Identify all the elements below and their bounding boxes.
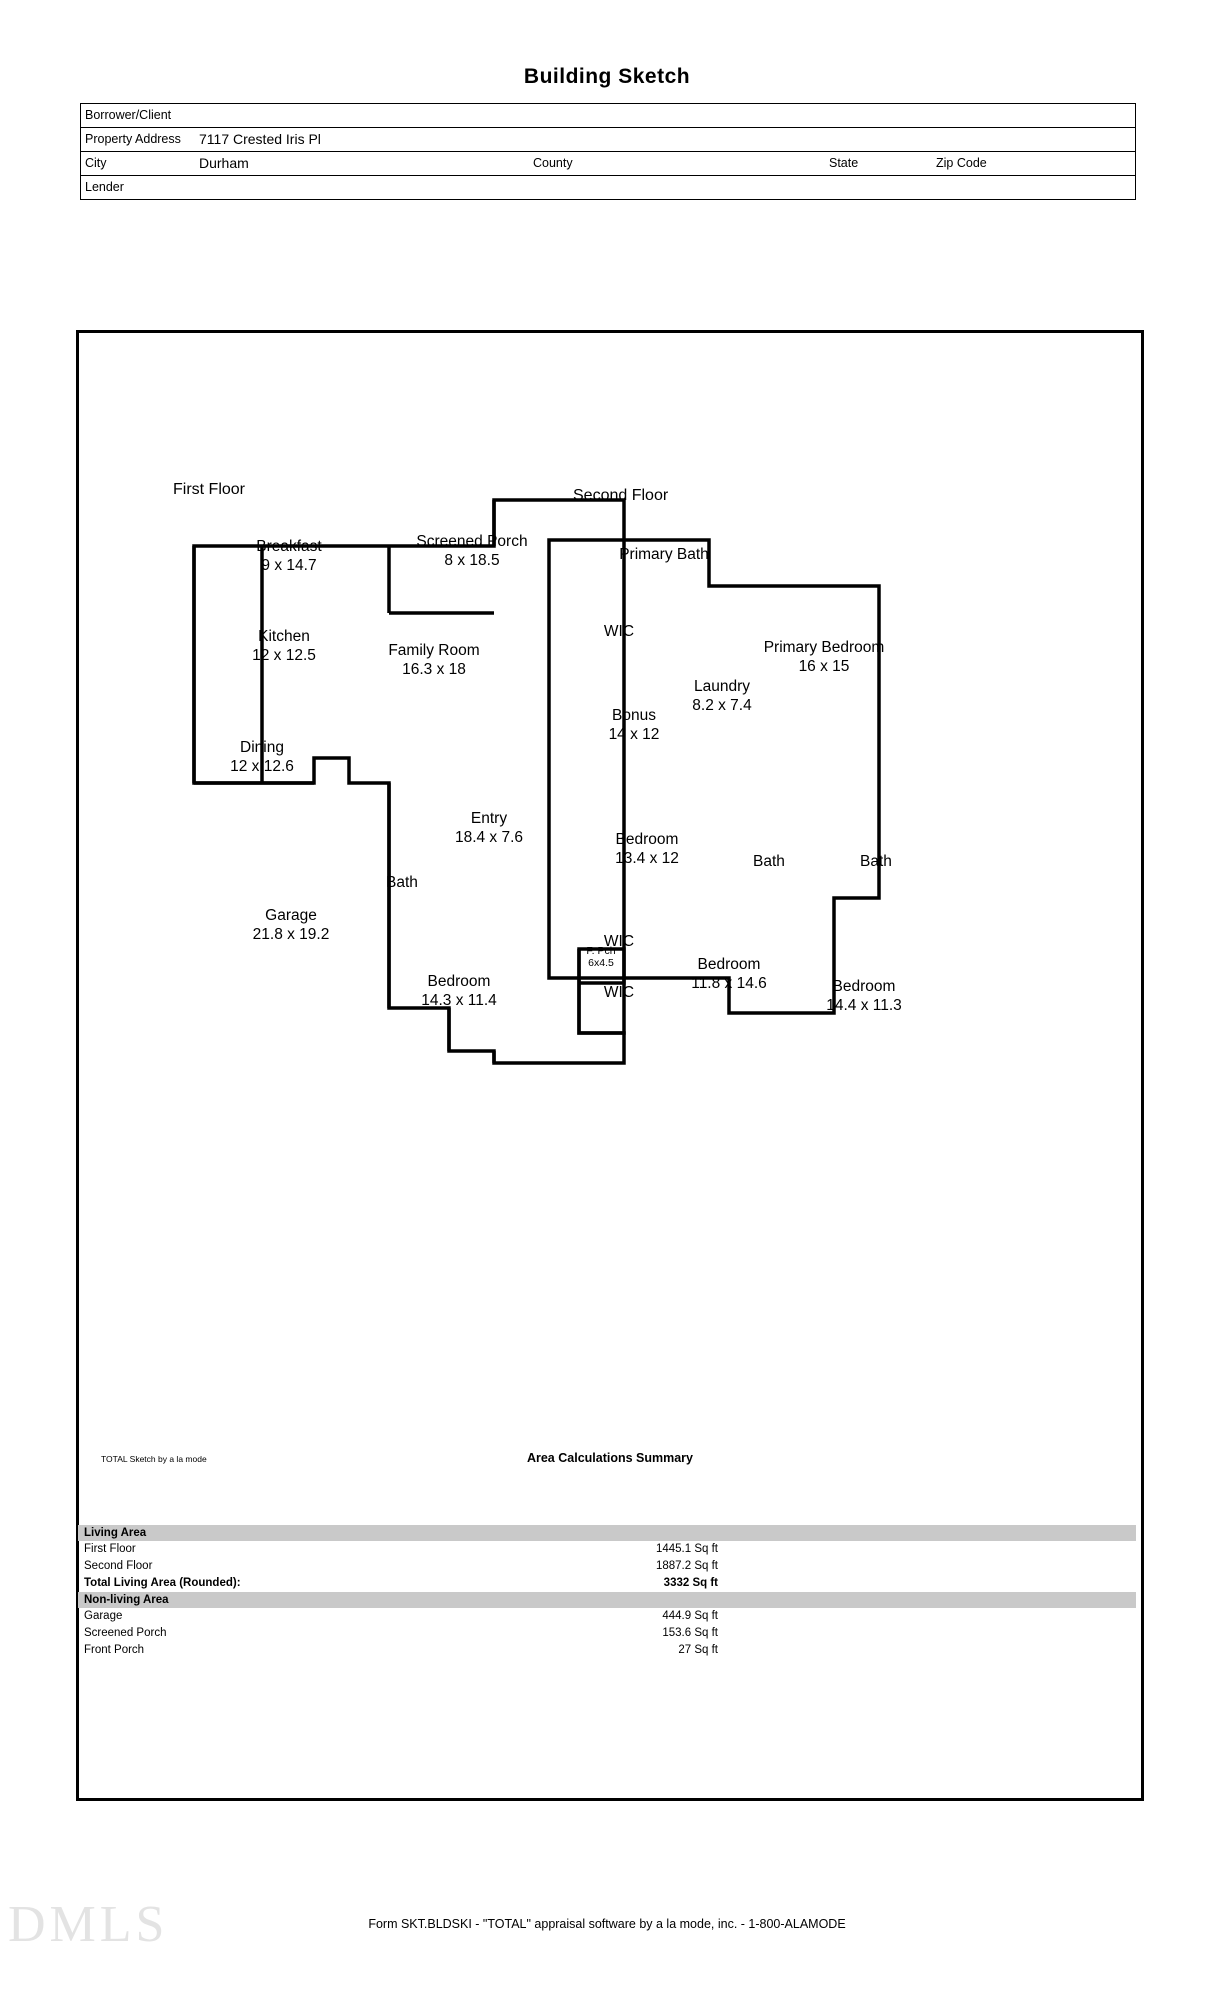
room-bath-second-2: Bath [860,853,892,870]
area-summary-title: Area Calculations Summary [526,1451,694,1465]
room-primary-bedroom: Primary Bedroom 16 x 15 [763,639,885,675]
room-bonus: Bonus 14 x 12 [608,707,660,743]
second-floor-label: Second Floor [573,487,669,504]
room-front-porch: F. Pch 6x4.5 [586,945,616,970]
header-table [80,103,1136,200]
form-footer-text: Form SKT.BLDSKI - "TOTAL" appraisal software by a la mode, inc. - 1-800-ALAMODE [368,1917,846,1931]
room-bath-second-1: Bath [753,853,785,870]
area-row-total-living: Total Living Area (Rounded): 3332 Sq ft [84,1577,718,1589]
area-row-first-floor: First Floor 1445.1 Sq ft [84,1543,718,1555]
city-label: City [85,156,107,170]
header-row-address [81,128,1135,152]
room-bath-first: Bath [386,874,418,891]
header-row-city [81,152,1135,176]
nonliving-area-band: Non-living Area [78,1592,1136,1608]
room-bedroom-second-1: Bedroom 13.4 x 12 [615,831,679,867]
total-sketch-note: TOTAL Sketch by a la mode [101,1454,207,1464]
room-bedroom-second-2: Bedroom 11.8 x 14.6 [691,956,767,992]
lender-label: Lender [85,180,124,194]
header-row-borrower [81,104,1135,128]
city-value: Durham [199,155,249,171]
area-row-garage: Garage 444.9 Sq ft [84,1610,718,1622]
living-area-band: Living Area [78,1525,1136,1541]
area-calculations-table [78,1525,1136,1659]
room-wic-2: WIC [603,933,635,950]
room-kitchen: Kitchen 12 x 12.5 [252,628,316,664]
property-address-value: 7117 Crested Iris Pl [199,131,321,147]
area-row-screened-porch: Screened Porch 153.6 Sq ft [84,1627,718,1639]
property-address-label: Property Address [85,132,181,146]
page-title: Building Sketch [523,65,691,88]
header-row-lender [81,176,1135,199]
area-row-second-floor: Second Floor 1887.2 Sq ft [84,1560,718,1572]
county-label: County [533,156,573,170]
zip-label: Zip Code [936,156,987,170]
room-bedroom-first: Bedroom 14.3 x 11.4 [421,973,497,1009]
room-breakfast: Breakfast 9 x 14.7 [256,538,322,574]
room-laundry: Laundry 8.2 x 7.4 [692,678,752,714]
room-dining: Dining 12 x 12.6 [230,739,294,775]
area-row-front-porch: Front Porch 27 Sq ft [84,1644,718,1656]
room-primary-bath: Primary Bath [619,546,709,563]
room-wic-3: WIC [603,984,635,1001]
borrower-label: Borrower/Client [85,108,172,122]
room-bedroom-second-3: Bedroom 14.4 x 11.3 [826,978,902,1014]
room-screened-porch: Screened Porch 8 x 18.5 [416,533,528,569]
room-garage: Garage 21.8 x 19.2 [252,907,330,943]
first-floor-label: First Floor [173,481,245,498]
state-label: State [829,156,859,170]
room-wic-1: WIC [603,623,635,640]
dmls-watermark: DMLS [8,1896,169,1953]
room-entry: Entry 18.4 x 7.6 [454,810,524,846]
room-family: Family Room 16.3 x 18 [388,642,480,678]
